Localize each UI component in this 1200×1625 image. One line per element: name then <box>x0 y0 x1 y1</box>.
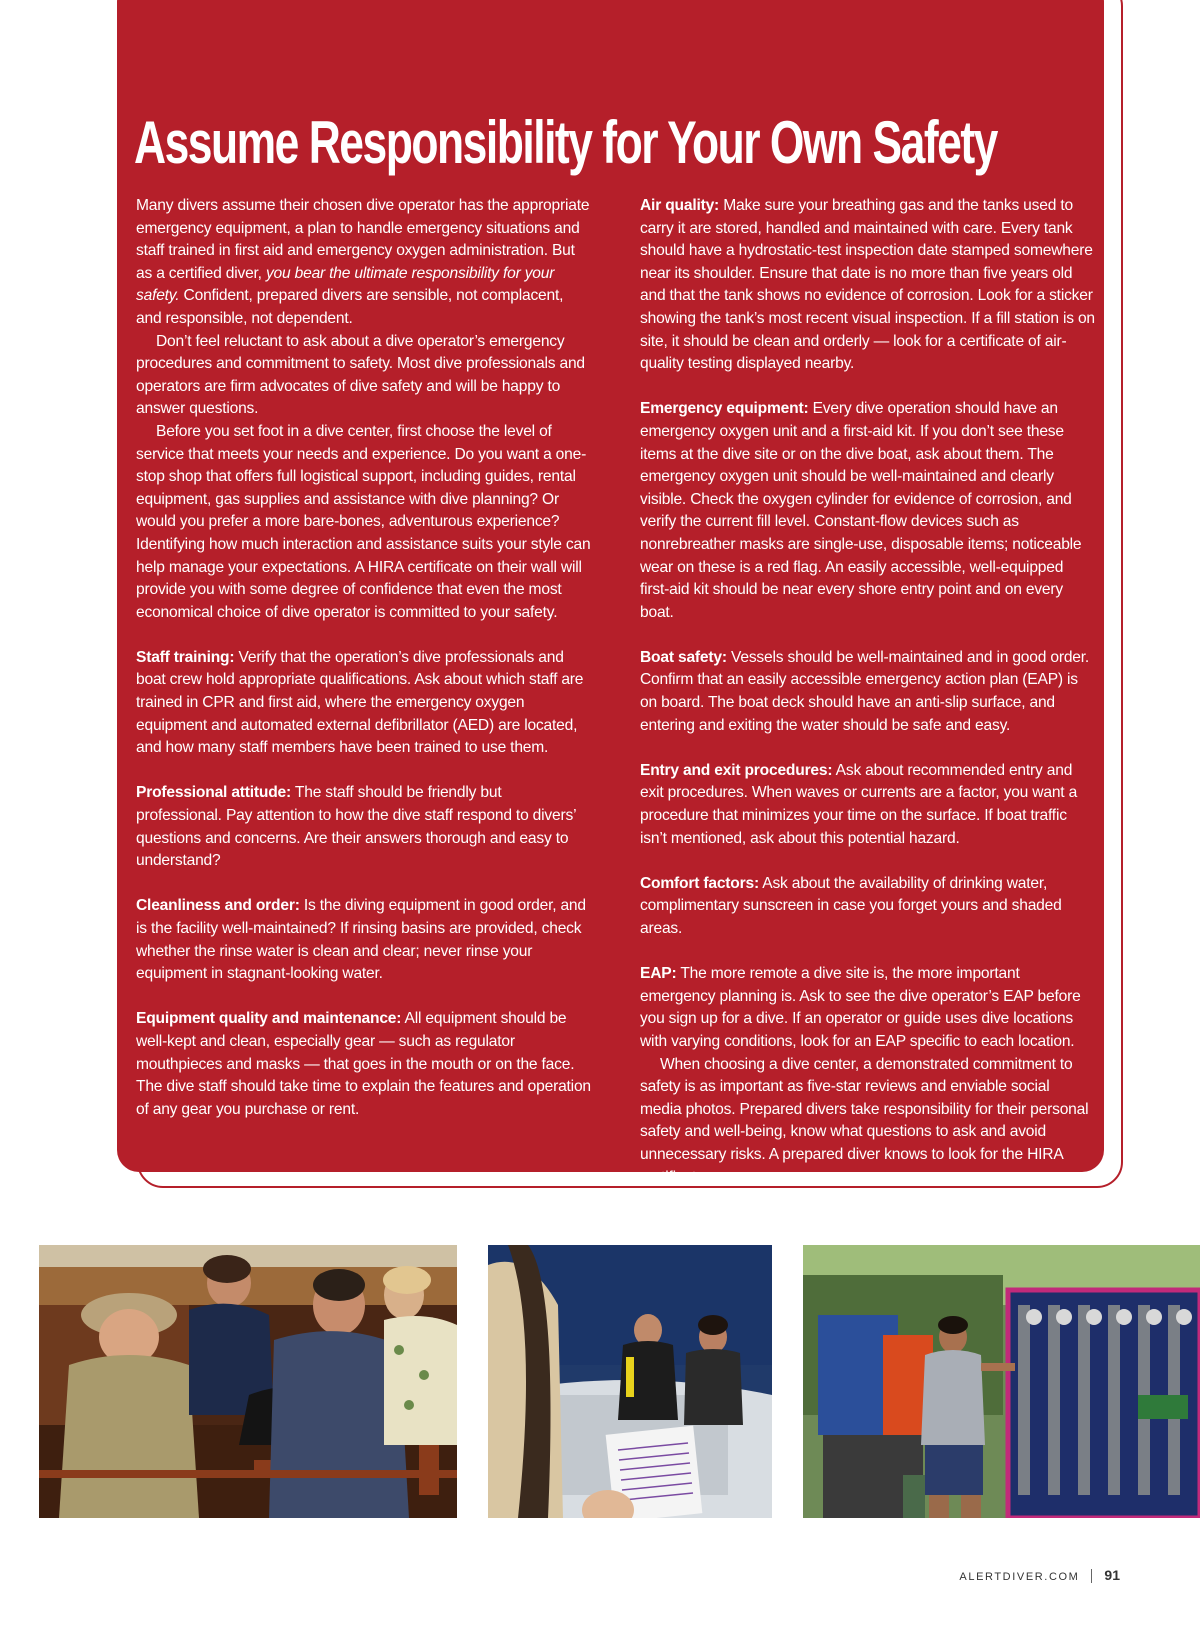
section-text: Every dive operation should have an emergency oxygen unit and a first-aid kit. If you don’t see these items at the dive site or on the dive boat, ask about them. The emergency oxygen unit should be well-maintained and clearly visible. Check the oxygen cylinder for evidence of corrosion, and verify the current fill level. Constant-flow devices such as nonrebreather masks are single-use, disposable items; noticeable wear on these is a red flag. An easily accessible, well-equipped first-aid kit should be near every shore entry point and on every boat. <box>640 400 1082 621</box>
section-staff-training <box>136 647 591 760</box>
section-text: All equipment should be well-kept and clean, especially gear — such as regulator mouthpieces and masks — that goes in the mouth or on the face. The dive staff should take time to explain the features and operation of any gear you purchase or rent. <box>136 1010 591 1118</box>
left-column <box>136 195 591 1121</box>
article-title: Assume Responsibility for Your Own Safety <box>134 109 997 176</box>
section-eap <box>640 963 1095 1053</box>
section-emergency-equipment <box>640 398 1095 624</box>
right-column <box>640 195 1095 1189</box>
section-heading: Professional attitude: <box>136 784 292 802</box>
page-footer <box>959 1567 1120 1583</box>
section-heading: Comfort factors: <box>640 874 759 892</box>
section-text: Make sure your breathing gas and the tanks used to carry it are stored, handled and maintained with care. Every tank should have a hydrostatic-test inspection date stamped somewhere near its shoulder. Ensure that date is no more than five years old and that the tank shows no evidence of corrosion. Look for a sticker showing the tank’s most recent visual inspection. If a fill station is on site, it should be clean and orderly — look for a certificate of air-quality testing displayed nearby. <box>640 197 1095 373</box>
section-heading: Staff training: <box>136 648 235 666</box>
section-text: Verify that the operation’s dive professionals and boat crew hold appropriate qualifications. Ask about which staff are trained in CPR and first aid, where the emergency oxygen equipment and automated external defibrillator (AED) are located, and how many staff members have been trained to use them. <box>136 648 584 757</box>
section-heading: Emergency equipment: <box>640 400 809 418</box>
section-heading: Air quality: <box>640 197 720 214</box>
section-entry-exit <box>640 760 1095 850</box>
section-text: Ask about recommended entry and exit procedures. When waves or currents are a factor, you want a procedure that minimizes your time on the surface. If boat traffic isn’t mentioned, ask about this potential hazard. <box>640 761 1078 847</box>
section-professional-attitude <box>136 782 591 872</box>
section-comfort-factors <box>640 873 1095 941</box>
section-text: Vessels should be well-maintained and in good order. Confirm that an easily accessible emergency action plan (EAP) is on board. The boat deck should have an anti-slip surface, and entering and exiting the water should be safe and easy. <box>640 648 1090 734</box>
section-heading: Boat safety: <box>640 648 727 666</box>
footer-site: ALERTDIVER.COM <box>959 1571 1080 1583</box>
intro-paragraph-1 <box>136 195 591 331</box>
section-boat-safety <box>640 647 1095 737</box>
section-text: The more remote a dive site is, the more important emergency planning is. Ask to see the dive operator’s EAP before you sign up for a dive. If an operator or guide uses dive locations with varying conditions, look for an EAP specific to each location. <box>640 965 1081 1050</box>
intro-text: Many divers assume their chosen dive operator has the appropriate emergency equipment, a plan to handle emergency situations and staff trained in first aid and emergency oxygen administration. But as a certified diver, <box>136 197 590 282</box>
photo-fill-station <box>803 1245 1200 1518</box>
section-text: Ask about the availability of drinking water, complimentary sunscreen in case you forget yours and shaded areas. <box>640 874 1062 937</box>
intro-paragraph-2: Don’t feel reluctant to ask about a dive operator’s emergency procedures and commitment to safety. Most dive professionals and operators are firm advocates of dive safety and will be happy to answer questions. <box>136 332 585 418</box>
section-heading: EAP: <box>640 965 677 983</box>
section-cleanliness <box>136 895 591 985</box>
intro-emphasis: you bear the ultimate responsibility for your safety. <box>136 264 555 305</box>
intro-paragraph-3: Before you set foot in a dive center, first choose the level of service that meets your needs and experience. Do you want a one-stop shop that offers full logistical support, including guides, rental equipment, gas supplies and assistance with dive planning? Or would you prefer a more bare-bones, adventurous experience? Identifying how much interaction and assistance suits your style can help manage your expectations. A HIRA certificate on their wall will provide you with some degree of confidence that even the most economical choice of dive operator is committed to your safety. <box>136 422 591 621</box>
section-heading: Entry and exit procedures: <box>640 761 833 779</box>
section-heading: Equipment quality and maintenance: <box>136 1010 402 1028</box>
section-text: The staff should be friendly but professional. Pay attention to how the dive staff respond to divers’ questions and concerns. Are their answers thorough and easy to understand? <box>136 784 576 870</box>
section-air-quality <box>640 195 1095 376</box>
photo-divers-on-boat <box>39 1245 457 1518</box>
footer-divider <box>1091 1569 1092 1583</box>
intro-text-after: Confident, prepared divers are sensible, not complacent, and responsible, not dependent. <box>136 287 564 327</box>
photo-divers-and-clipboard <box>488 1245 772 1518</box>
page-number: 91 <box>1104 1567 1120 1583</box>
closing-paragraph: When choosing a dive center, a demonstrated commitment to safety is as important as five-star reviews and enviable social media photos. Prepared divers take responsibility for their personal safety and well-being, know what questions to ask and avoid unnecessary risks. A prepared diver knows to look for the HIRA certificate. <box>640 1055 1089 1186</box>
section-heading: Cleanliness and order: <box>136 897 300 915</box>
section-equipment-quality <box>136 1008 591 1121</box>
section-text: Is the diving equipment in good order, and is the facility well-maintained? If rinsing basins are provided, check whether the rinse water is clean and clear; never rinse your equipment in stagnant-looking water. <box>136 897 586 983</box>
